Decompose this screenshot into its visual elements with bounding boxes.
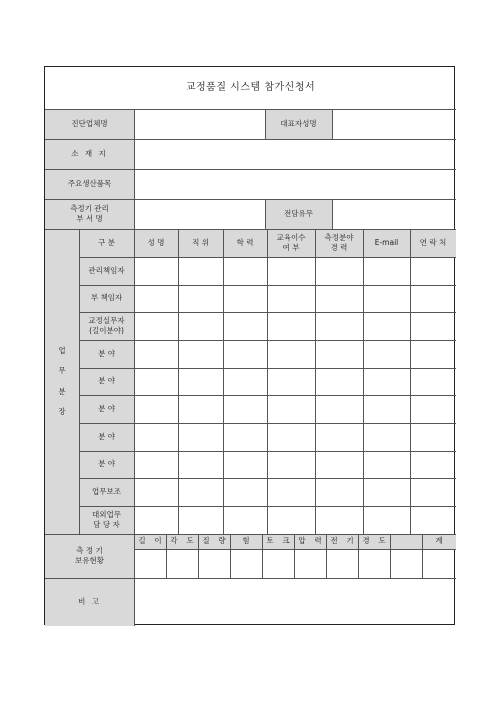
equipment-header-15: 도: [378, 536, 386, 546]
equipment-header-10: 압: [298, 536, 306, 546]
representative-field[interactable]: [333, 110, 455, 138]
application-form: [44, 66, 455, 625]
duty-row-label-deputy: 부 책임자: [90, 293, 123, 303]
equipment-header-14: 경: [362, 536, 370, 546]
exclusive-field[interactable]: [333, 200, 455, 228]
equipment-header-16: [390, 534, 422, 549]
address-label: 소 재 지: [71, 148, 108, 158]
equipment-header-2: 이: [154, 536, 162, 546]
equipment-header-12: 전: [330, 536, 338, 546]
equipment-status-label: 측 정 기 보유현황: [75, 545, 104, 565]
main-products-label: 주요생산품목: [67, 178, 112, 188]
company-name-label: 진단업체명: [71, 118, 108, 128]
equipment-header-total: 계: [435, 536, 443, 546]
measuring-dept-field[interactable]: [135, 200, 264, 228]
duty-header-email: E-mail: [374, 237, 399, 247]
equipment-header-4: 도: [186, 536, 194, 546]
equipment-header-13: 기: [346, 536, 354, 546]
company-name-field[interactable]: [135, 110, 264, 138]
duty-header-education: 학 력: [236, 237, 254, 247]
duty-header-contact: 연 락 처: [419, 237, 447, 247]
duty-row-label-field-2: 분 야: [98, 376, 115, 386]
equipment-header-8: 토: [266, 536, 274, 546]
duty-header-career: 측정분야 경 력: [324, 232, 354, 252]
duty-row-label-field-4: 분 야: [98, 431, 115, 441]
duty-row-label-field-1: 분 야: [98, 348, 115, 358]
address-field[interactable]: [135, 140, 455, 168]
main-products-field[interactable]: [135, 170, 455, 198]
form-title: 교정품질 시스템 참가신청서: [185, 82, 316, 94]
representative-label: 대표자성명: [280, 118, 317, 128]
equipment-header-11: 력: [314, 536, 322, 546]
duty-row-label-assistant: 업무보조: [92, 486, 121, 496]
duty-header-name: 성 명: [147, 237, 165, 247]
duty-header-position: 직 위: [192, 237, 209, 247]
duty-row-label-external: 대외업무 담 당 자: [92, 509, 121, 529]
measuring-dept-label: 측정기 관리 부 서 명: [70, 203, 109, 223]
equipment-header-7: 힘: [242, 536, 250, 546]
duty-row-label-field-5: 분 야: [98, 459, 115, 469]
remarks-field[interactable]: [135, 579, 455, 625]
equipment-header-9: 크: [282, 536, 290, 546]
duty-header-category: 구 분: [98, 237, 115, 247]
duty-row-label-field-3: 분 야: [98, 403, 115, 413]
exclusive-label: 전담유무: [284, 208, 313, 218]
duty-row-label-manager: 관리책임자: [88, 265, 125, 275]
duty-header-training: 교육이수 여 부: [276, 232, 306, 252]
equipment-header-6: 량: [218, 536, 226, 546]
equipment-header-1: 길: [138, 536, 146, 546]
equipment-header-5: 질: [202, 536, 210, 546]
remarks-label: 비 고: [78, 596, 101, 606]
duty-section-label: 업 무 분 장: [58, 346, 66, 416]
duty-row-label-calibration: 교정실무자 (길이분야): [88, 315, 125, 335]
equipment-header-3: 각: [170, 536, 178, 546]
